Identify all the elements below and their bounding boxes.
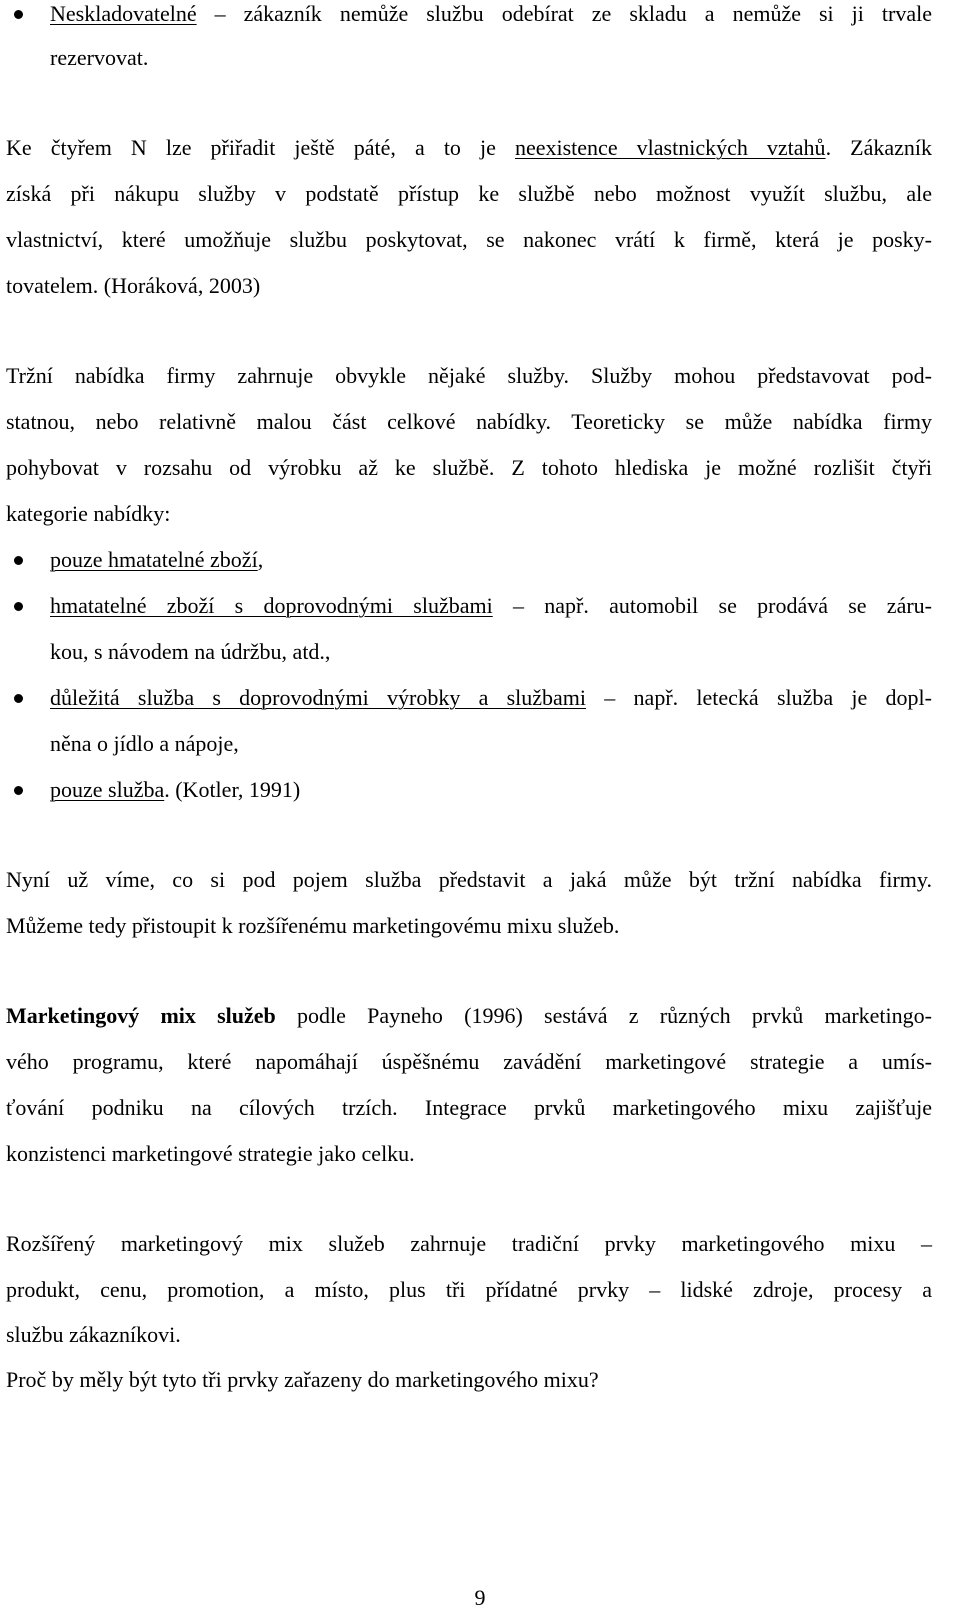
paragraph-extended-line1: Rozšířený marketingový mix služeb zahrnuje tradiční prvky marketingového mixu – xyxy=(6,1231,932,1256)
list-item: hmatatelné zboží s doprovodnými službami – např. automobil se prodává se záru- xyxy=(50,593,932,618)
bullet-icon xyxy=(14,556,23,565)
paragraph-offer-line1: Tržní nabídka firmy zahrnuje obvykle nějaké služby. Služby mohou představovat pod- xyxy=(6,363,932,388)
paragraph-ownership-line2: získá při nákupu služby v podstatě přístup ke službě nebo možnost využít službu, ale xyxy=(6,181,932,206)
paragraph-mix-line4: konzistenci marketingové strategie jako celku. xyxy=(6,1141,415,1166)
list-item: pouze hmatatelné zboží, xyxy=(50,547,264,572)
paragraph-offer-line2: statnou, nebo relativně malou část celkové nabídky. Teoreticky se může nabídka firmy xyxy=(6,409,932,434)
bullet-icon xyxy=(14,602,23,611)
paragraph-now-line2: Můžeme tedy přistoupit k rozšířenému marketingovému mixu služeb. xyxy=(6,913,620,938)
bullet-icon xyxy=(14,694,23,703)
paragraph-mix-line2: vého programu, které napomáhají úspěšnému zavádění marketingové strategie a umís- xyxy=(6,1049,932,1074)
term-ownership: neexistence vlastnických vztahů xyxy=(514,135,826,160)
paragraph-extended-line4: Proč by měly být tyto tři prvky zařazeny do marketingového mixu? xyxy=(6,1367,599,1392)
paragraph-offer-line3: pohybovat v rozsahu od výrobku až ke službě. Z tohoto hlediska je možné rozlišit čtyři xyxy=(6,455,932,480)
paragraph-mix-line3: ťování podniku na cílových trzích. Integrace prvků marketingového mixu zajišťuje xyxy=(6,1095,932,1120)
bullet-neskladovatelne-line1: Neskladovatelné – zákazník nemůže službu odebírat ze skladu a nemůže si ji trvale xyxy=(50,1,932,26)
paragraph-ownership-line1: Ke čtyřem N lze přiřadit ještě páté, a to je neexistence vlastnických vztahů. Zákazník xyxy=(6,135,932,160)
paragraph-extended-line2: produkt, cenu, promotion, a místo, plus tři přídatné prvky – lidské zdroje, procesy a xyxy=(6,1277,932,1302)
bullet-icon xyxy=(14,786,23,795)
page-number: 9 xyxy=(474,1585,486,1610)
list-item-continuation: něna o jídlo a nápoje, xyxy=(50,731,239,756)
bullet-icon xyxy=(14,10,23,19)
paragraph-offer-line4: kategorie nabídky: xyxy=(6,501,171,526)
list-item: pouze služba. (Kotler, 1991) xyxy=(50,777,301,802)
list-item-continuation: kou, s návodem na údržbu, atd., xyxy=(50,639,331,664)
bullet-neskladovatelne-line2: rezervovat. xyxy=(50,45,149,70)
paragraph-ownership-line4: tovatelem. (Horáková, 2003) xyxy=(6,273,261,298)
paragraph-now-line1: Nyní už víme, co si pod pojem služba představit a jaká může být tržní nabídka firmy. xyxy=(6,867,932,892)
paragraph-mix-line1: Marketingový mix služeb podle Payneho (1996) sestává z různých prvků marketingo- xyxy=(6,1003,932,1028)
term-neskladovatelne: Neskladovatelné xyxy=(50,1,197,26)
paragraph-ownership-line3: vlastnictví, které umožňuje službu poskytovat, se nakonec vrátí k firmě, která je posky- xyxy=(6,227,932,252)
term-marketing-mix: Marketingový mix služeb xyxy=(6,1003,276,1028)
paragraph-extended-line3: službu zákazníkovi. xyxy=(6,1322,181,1347)
list-item: důležitá služba s doprovodnými výrobky a službami – např. letecká služba je dopl- xyxy=(50,685,932,710)
